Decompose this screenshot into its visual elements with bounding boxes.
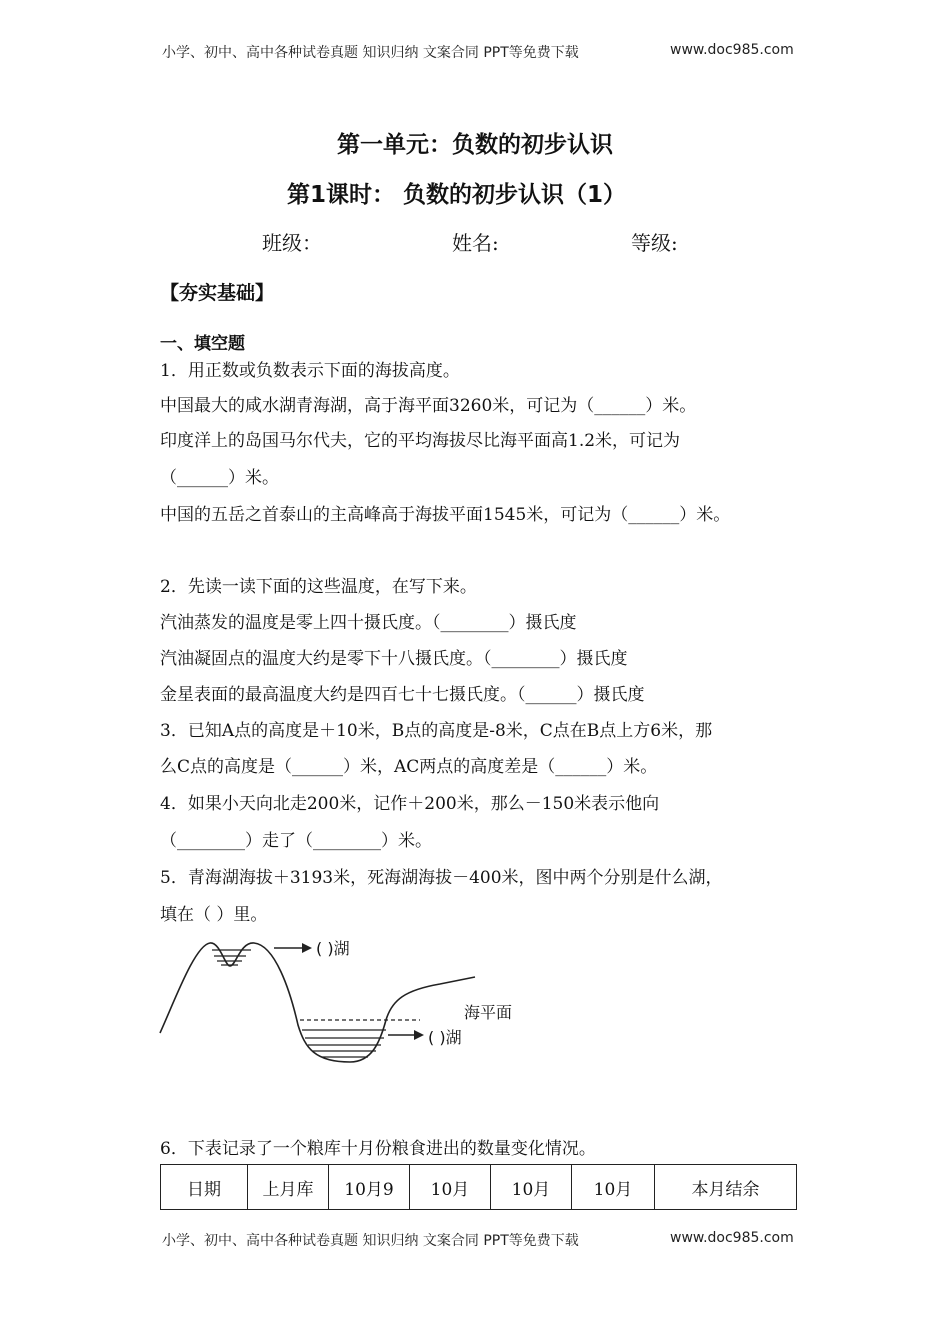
lake-diagram bbox=[150, 930, 530, 1080]
name-label: 姓名: bbox=[452, 231, 499, 255]
q2-stem: 2．先读一读下面的这些温度，在写下来。 bbox=[160, 577, 477, 597]
q3-line-2: 么C点的高度是（______）米，AC两点的高度差是（______）米。 bbox=[160, 757, 658, 777]
section-heading: 【夯实基础】 bbox=[160, 282, 275, 304]
header-url: www.doc985.com bbox=[670, 42, 794, 58]
lower-lake-label: ( )湖 bbox=[428, 1028, 462, 1047]
table-header-cell: 10月 bbox=[572, 1165, 655, 1210]
footer-text: 小学、初中、高中各种试卷真题 知识归纳 文案合同 PPT等免费下载 bbox=[162, 1233, 579, 1249]
table-header-cell: 10月 bbox=[410, 1165, 491, 1210]
q5-line-2: 填在（ ）里。 bbox=[160, 905, 268, 925]
q2-line-3: 金星表面的最高温度大约是四百七十七摄氏度。（______）摄氏度 bbox=[160, 685, 645, 705]
upper-arrow bbox=[274, 943, 312, 953]
table-header-cell: 日期 bbox=[161, 1165, 248, 1210]
q4-line-2: （________）走了（________）米。 bbox=[160, 831, 432, 851]
class-label: 班级： bbox=[262, 231, 322, 255]
lesson-title: 第1课时： 负数的初步认识（1） bbox=[287, 182, 627, 208]
q6-stem: 6．下表记录了一个粮库十月份粮食进出的数量变化情况。 bbox=[160, 1139, 596, 1159]
upper-lake-label: ( )湖 bbox=[316, 939, 350, 958]
subsection-heading: 一、填空题 bbox=[160, 334, 245, 354]
grade-label: 等级: bbox=[631, 231, 678, 255]
q1-line-1: 中国最大的咸水湖青海湖，高于海平面3260米，可记为（______）米。 bbox=[160, 396, 697, 416]
q1-line-4: 中国的五岳之首泰山的主高峰高于海拔平面1545米，可记为（______）米。 bbox=[160, 505, 731, 525]
table-header-cell: 本月结余 bbox=[655, 1165, 797, 1210]
q1-stem: 1．用正数或负数表示下面的海拔高度。 bbox=[160, 361, 460, 381]
header-text: 小学、初中、高中各种试卷真题 知识归纳 文案合同 PPT等免费下载 bbox=[162, 45, 579, 61]
table-header-cell: 10月9 bbox=[329, 1165, 410, 1210]
table-row bbox=[161, 1165, 797, 1210]
q4-line-1: 4．如果小天向北走200米，记作＋200米，那么－150米表示他向 bbox=[160, 794, 660, 814]
grain-table bbox=[160, 1164, 797, 1210]
q2-line-2: 汽油凝固点的温度大约是零下十八摄氏度。（________）摄氏度 bbox=[160, 649, 628, 669]
q1-line-3: （______）米。 bbox=[160, 468, 279, 488]
q3-line-1: 3．已知A点的高度是＋10米，B点的高度是-8米，C点在B点上方6米，那 bbox=[160, 721, 713, 741]
lower-arrow bbox=[388, 1030, 424, 1040]
table-header-cell: 上月库 bbox=[248, 1165, 329, 1210]
footer-url: www.doc985.com bbox=[670, 1230, 794, 1246]
q5-line-1: 5．青海湖海拔＋3193米，死海湖海拔－400米，图中两个分别是什么湖， bbox=[160, 868, 723, 888]
q2-line-1: 汽油蒸发的温度是零上四十摄氏度。（________）摄氏度 bbox=[160, 613, 577, 633]
table-header-cell: 10月 bbox=[491, 1165, 572, 1210]
upper-lake-water bbox=[212, 950, 251, 965]
sea-level-label: 海平面 bbox=[464, 1003, 513, 1022]
unit-title: 第一单元：负数的初步认识 bbox=[337, 132, 613, 158]
q1-line-2: 印度洋上的岛国马尔代夫，它的平均海拔尽比海平面高1.2米，可记为 bbox=[160, 431, 681, 451]
